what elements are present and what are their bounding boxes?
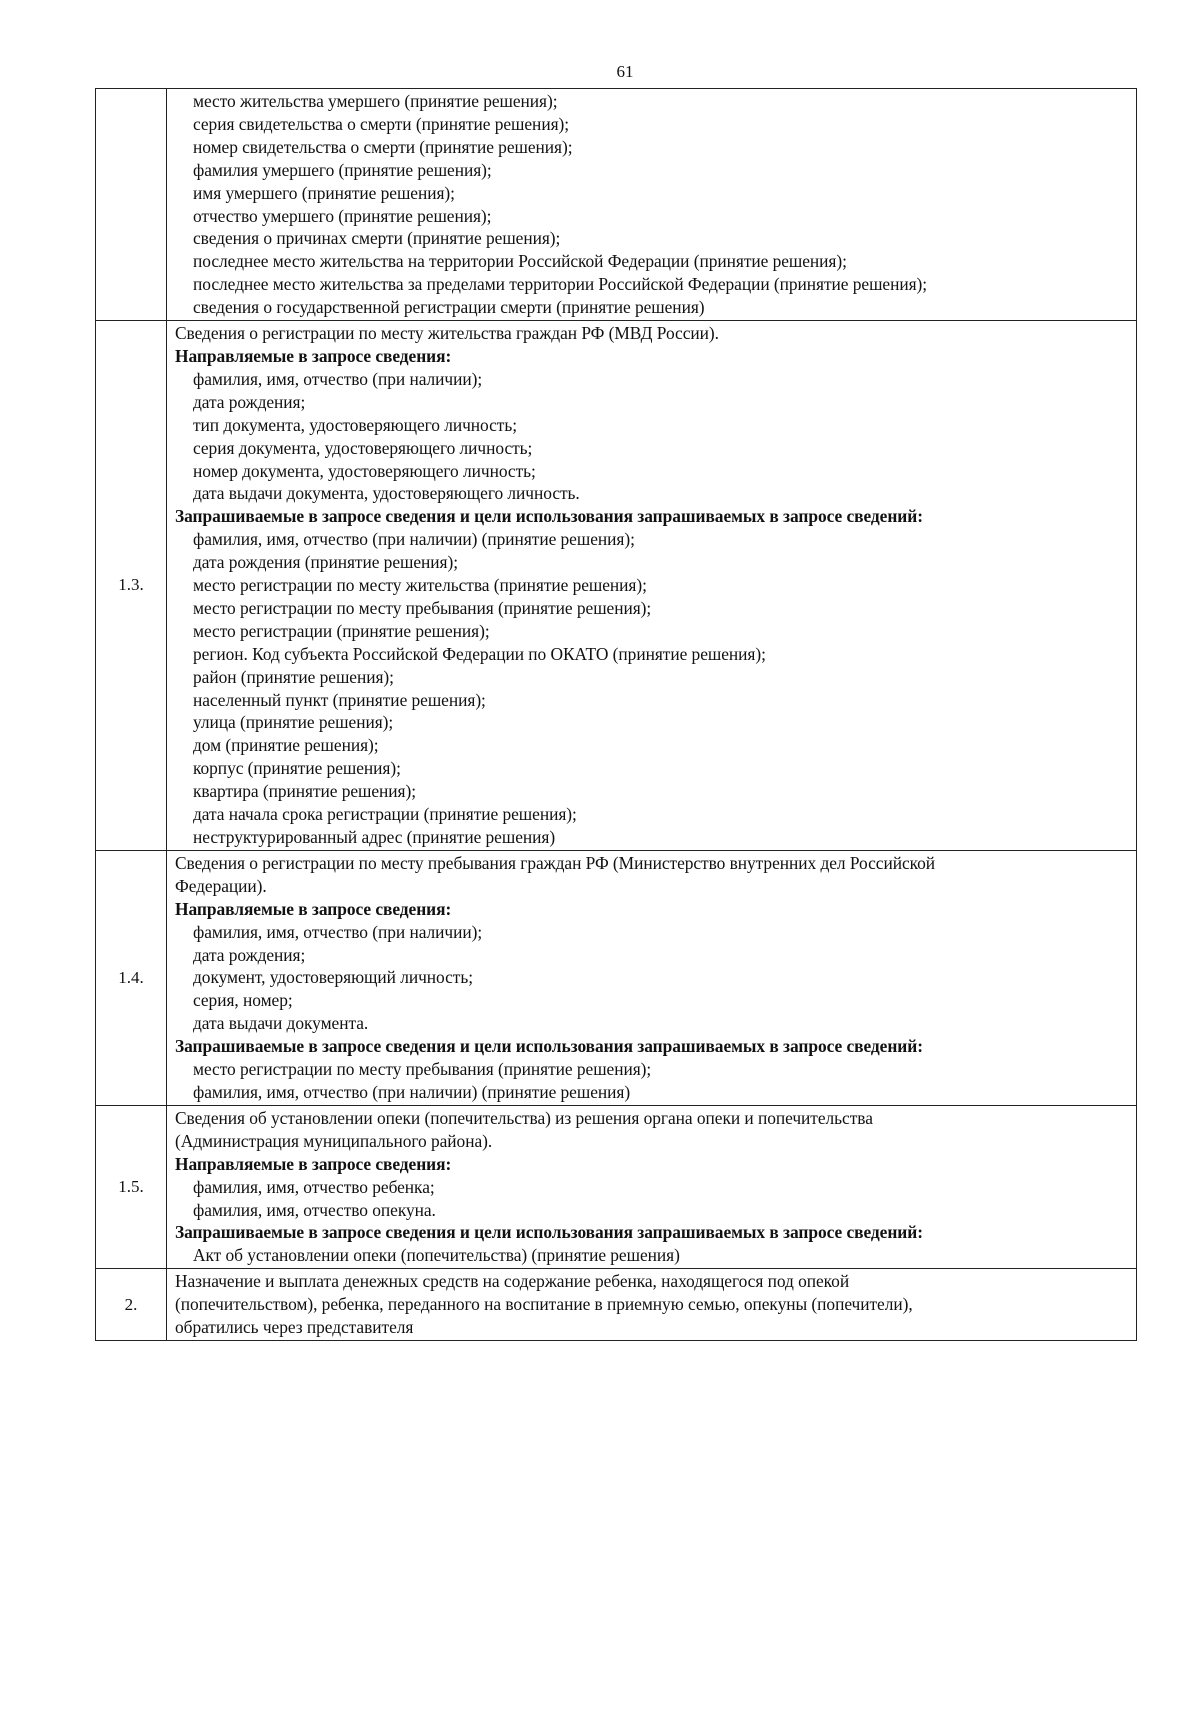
row-number: 1.5. bbox=[96, 1105, 167, 1268]
table-row bbox=[96, 850, 1137, 1105]
content-line: документ, удостоверяющий личность; bbox=[193, 967, 474, 988]
row-number: 1.3. bbox=[96, 321, 167, 851]
content-line: имя умершего (принятие решения); bbox=[193, 182, 455, 203]
content-line: сведения о причинах смерти (принятие решения); bbox=[193, 228, 561, 249]
content-line: место регистрации по месту жительства (принятие решения); bbox=[193, 575, 647, 596]
row-content bbox=[167, 1105, 1137, 1268]
content-line: серия документа, удостоверяющего личность; bbox=[193, 437, 533, 458]
content-line: сведения о государственной регистрации смерти (принятие решения) bbox=[193, 297, 705, 318]
table-row bbox=[96, 321, 1137, 851]
content-line: дата выдачи документа. bbox=[193, 1013, 369, 1034]
content-line: фамилия умершего (принятие решения); bbox=[193, 159, 492, 180]
section-heading: Направляемые в запросе сведения: bbox=[175, 345, 452, 366]
page-number: 61 bbox=[616, 62, 634, 81]
content-line: Федерации). bbox=[175, 875, 267, 896]
content-line: Назначение и выплата денежных средств на содержание ребенка, находящегося под опекой bbox=[175, 1271, 850, 1292]
section-heading: Запрашиваемые в запросе сведения и цели использования запрашиваемых в запросе сведений: bbox=[175, 1036, 923, 1057]
section-heading: Запрашиваемые в запросе сведения и цели использования запрашиваемых в запросе сведений: bbox=[175, 506, 923, 527]
row-content bbox=[167, 321, 1137, 851]
table-row bbox=[96, 1269, 1137, 1341]
content-line: дата начала срока регистрации (принятие решения); bbox=[193, 804, 577, 825]
content-line: фамилия, имя, отчество (при наличии) (принятие решения) bbox=[193, 1081, 631, 1102]
section-heading: Направляемые в запросе сведения: bbox=[175, 898, 452, 919]
content-line: неструктурированный адрес (принятие решения) bbox=[193, 827, 556, 847]
content-line: обратились через представителя bbox=[175, 1317, 414, 1338]
content-line: фамилия, имя, отчество опекуна. bbox=[193, 1199, 436, 1220]
content-line: дом (принятие решения); bbox=[193, 735, 379, 756]
row-number: 1.4. bbox=[96, 850, 167, 1105]
content-line: Сведения об установлении опеки (попечительства) из решения органа опеки и попечительства bbox=[175, 1107, 873, 1128]
content-line: серия свидетельства о смерти (принятие решения); bbox=[193, 113, 570, 134]
content-line: дата рождения; bbox=[193, 391, 306, 412]
content-line: тип документа, удостоверяющего личность; bbox=[193, 414, 518, 435]
content-line: (Администрация муниципального района). bbox=[175, 1130, 493, 1151]
row-number: 2. bbox=[96, 1269, 167, 1341]
content-line: номер документа, удостоверяющего личность; bbox=[193, 460, 536, 481]
content-line: место регистрации (принятие решения); bbox=[193, 620, 490, 641]
content-line: Сведения о регистрации по месту жительства граждан РФ (МВД России). bbox=[175, 323, 719, 344]
content-line: дата выдачи документа, удостоверяющего личность. bbox=[193, 483, 580, 504]
content-line: дата рождения (принятие решения); bbox=[193, 552, 458, 573]
table-row bbox=[96, 89, 1137, 321]
content-line: серия, номер; bbox=[193, 990, 293, 1011]
requirements-table bbox=[95, 88, 1137, 1341]
content-line: улица (принятие решения); bbox=[193, 712, 394, 733]
row-content bbox=[167, 850, 1137, 1105]
content-line: регион. Код субъекта Российской Федерации по ОКАТО (принятие решения); bbox=[193, 643, 766, 664]
content-line: место жительства умершего (принятие решения); bbox=[193, 91, 558, 111]
content-line: Сведения о регистрации по месту пребывания граждан РФ (Министерство внутренних дел Российской bbox=[175, 852, 936, 873]
content-line: фамилия, имя, отчество (при наличии); bbox=[193, 921, 483, 942]
content-line: Акт об установлении опеки (попечительства) (принятие решения) bbox=[193, 1245, 680, 1266]
content-line: фамилия, имя, отчество (при наличии) (принятие решения); bbox=[193, 529, 635, 550]
content-line: район (принятие решения); bbox=[193, 666, 394, 687]
content-line: отчество умершего (принятие решения); bbox=[193, 205, 492, 226]
content-line: квартира (принятие решения); bbox=[193, 781, 417, 802]
row-content bbox=[167, 1269, 1137, 1341]
content-line: фамилия, имя, отчество (при наличии); bbox=[193, 368, 483, 389]
row-number bbox=[96, 89, 167, 321]
content-line: корпус (принятие решения); bbox=[193, 758, 401, 779]
content-line: дата рождения; bbox=[193, 944, 306, 965]
content-line: последнее место жительства за пределами территории Российской Федерации (принятие решения); bbox=[193, 274, 928, 295]
section-heading: Направляемые в запросе сведения: bbox=[175, 1153, 452, 1174]
content-line: фамилия, имя, отчество ребенка; bbox=[193, 1176, 435, 1197]
content-line: номер свидетельства о смерти (принятие решения); bbox=[193, 136, 573, 157]
row-content bbox=[167, 89, 1137, 321]
content-line: (попечительством), ребенка, переданного на воспитание в приемную семью, опекуны (попечители), bbox=[175, 1294, 913, 1315]
section-heading: Запрашиваемые в запросе сведения и цели использования запрашиваемых в запросе сведений: bbox=[175, 1222, 923, 1243]
table-body bbox=[96, 89, 1137, 1341]
table-row bbox=[96, 1105, 1137, 1268]
content-line: место регистрации по месту пребывания (принятие решения); bbox=[193, 1059, 652, 1080]
content-line: место регистрации по месту пребывания (принятие решения); bbox=[193, 597, 652, 618]
content-line: последнее место жительства на территории Российской Федерации (принятие решения); bbox=[193, 251, 847, 272]
content-line: населенный пункт (принятие решения); bbox=[193, 689, 486, 710]
